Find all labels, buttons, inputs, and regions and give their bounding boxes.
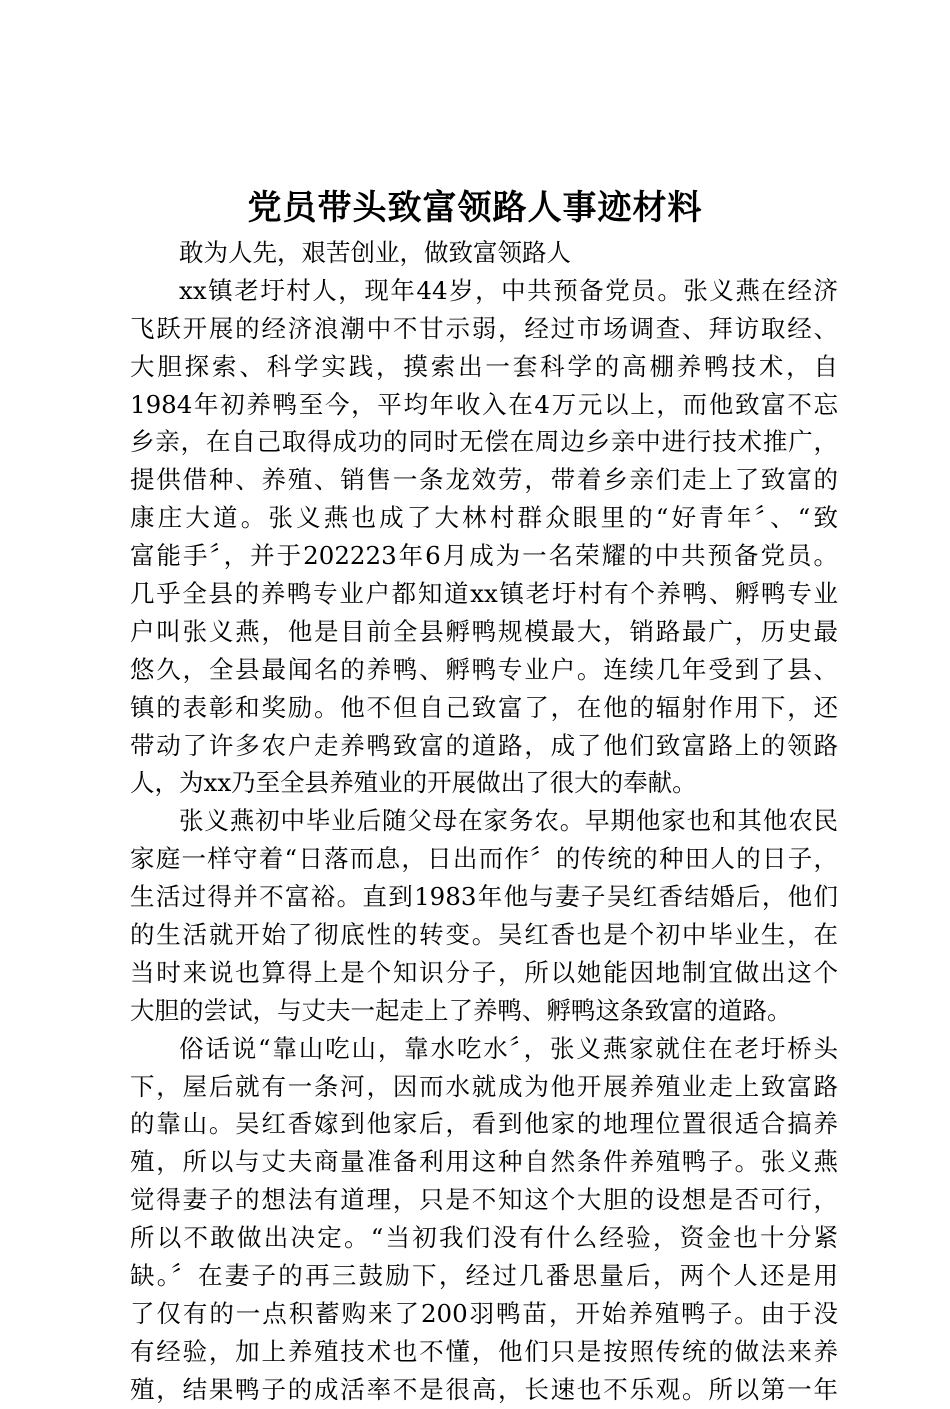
paragraph-line: 家庭一样守着“日落而息，日出而作〞的传统的种田人的日子， <box>130 844 838 874</box>
document-body <box>130 234 838 1409</box>
paragraph-line: 的生活就开始了彻底性的转变。吴红香也是个初中毕业生，在 <box>130 920 838 950</box>
document-title: 党员带头致富领路人事迹材料 <box>247 188 703 228</box>
paragraph-line: 当时来说也算得上是个知识分子，所以她能因地制宜做出这个 <box>130 957 838 987</box>
paragraph-line: 乡亲，在自己取得成功的同时无偿在周边乡亲中进行技术推广， <box>130 427 838 457</box>
paragraph-line: 带动了许多农户走养鸭致富的道路，成了他们致富路上的领路 <box>130 730 838 760</box>
paragraph-line: 户叫张义燕，他是目前全县孵鸭规模最大，销路最广，历史最 <box>130 616 838 646</box>
paragraph-line: xx镇老圩村人，现年44岁，中共预备党员。张义燕在经济 <box>179 275 838 305</box>
paragraph-line: 生活过得并不富裕。直到1983年他与妻子吴红香结婚后，他们 <box>130 882 838 912</box>
paragraph-line: 所以不敢做出决定。“当初我们没有什么经验，资金也十分紧 <box>130 1223 838 1253</box>
paragraph-line: 殖，所以与丈夫商量准备利用这种自然条件养殖鸭子。张义燕 <box>130 1147 838 1177</box>
paragraph-line: 几乎全县的养鸭专业户都知道xx镇老圩村有个养鸭、孵鸭专业 <box>130 579 838 609</box>
paragraph-line: 殖，结果鸭子的成活率不是很高，长速也不乐观。所以第一年 <box>130 1374 838 1404</box>
paragraph-line: 镇的表彰和奖励。他不但自己致富了，在他的辐射作用下，还 <box>130 692 838 722</box>
paragraph-line: 飞跃开展的经济浪潮中不甘示弱，经过市场调查、拜访取经、 <box>130 313 838 343</box>
paragraph-line: 下，屋后就有一条河，因而水就成为他开展养殖业走上致富路 <box>130 1071 838 1101</box>
paragraph-line: 俗话说“靠山吃山，靠水吃水〞，张义燕家就住在老圩桥头 <box>179 1033 838 1063</box>
paragraph-line: 有经验，加上养殖技术也不懂，他们只是按照传统的做法来养 <box>130 1336 838 1366</box>
paragraph-line: 张义燕初中毕业后随父母在家务农。早期他家也和其他农民 <box>179 806 838 836</box>
paragraph-line: 大胆的尝试，与丈夫一起走上了养鸭、孵鸭这条致富的道路。 <box>130 995 792 1025</box>
paragraph-line: 富能手〞，并于202223年6月成为一名荣耀的中共预备党员。 <box>130 541 838 571</box>
paragraph-line: 人，为xx乃至全县养殖业的开展做出了很大的奉献。 <box>130 768 697 798</box>
paragraph-line: 提供借种、养殖、销售一条龙效劳，带着乡亲们走上了致富的 <box>130 465 838 495</box>
paragraph-line: 觉得妻子的想法有道理，只是不知这个大胆的设想是否可行， <box>130 1185 838 1215</box>
subtitle-line: 敢为人先，艰苦创业，做致富领路人 <box>179 238 571 267</box>
paragraph-line: 缺。〞在妻子的再三鼓励下，经过几番思量后，两个人还是用 <box>130 1261 838 1291</box>
paragraph-line: 了仅有的一点积蓄购来了200羽鸭苗，开始养殖鸭子。由于没 <box>130 1298 838 1328</box>
paragraph-line: 1984年初养鸭至今，平均年收入在4万元以上，而他致富不忘 <box>130 389 838 419</box>
paragraph-line: 的靠山。吴红香嫁到他家后，看到他家的地理位置很适合搞养 <box>130 1109 838 1139</box>
paragraph-line: 康庄大道。张义燕也成了大林村群众眼里的“好青年〞、“致 <box>130 503 838 533</box>
paragraph-line: 悠久，全县最闻名的养鸭、孵鸭专业户。连续几年受到了县、 <box>130 654 838 684</box>
paragraph-line: 大胆探索、科学实践，摸索出一套科学的高棚养鸭技术，自 <box>130 351 838 381</box>
